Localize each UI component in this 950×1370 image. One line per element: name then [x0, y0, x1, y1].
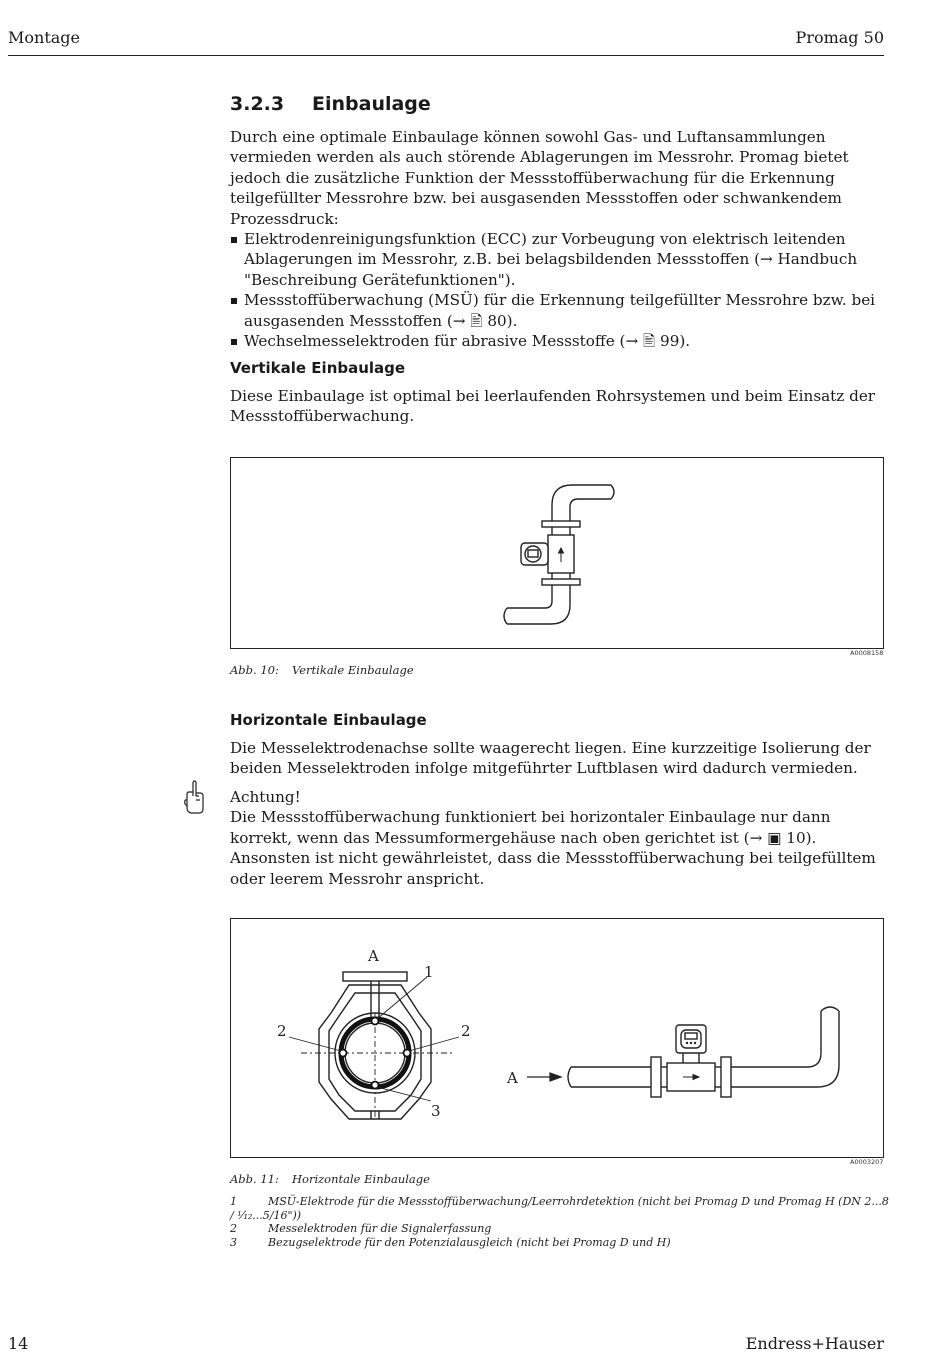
legend-text: MSÜ-Elektrode für die Messstoffüberwachung/Leerrohrdetektion (nicht bei Promag D und Promag H (DN 2...8 / ¹⁄₁₂...5/16")): [230, 1195, 889, 1222]
caption-number: Abb. 10:: [230, 663, 279, 677]
legend-number: 2: [230, 1222, 237, 1235]
figure-horizontal-installation: [230, 918, 884, 1158]
legend-item: [230, 1236, 890, 1250]
figure-caption: [230, 1172, 430, 1186]
vertical-paragraph: Diese Einbaulage ist optimal bei leerlaufenden Rohrsystemen und beim Einsatz der Messstoffüberwachung.: [230, 387, 876, 426]
vertical-pipe-drawing: [231, 458, 883, 648]
feature-list: [230, 229, 890, 351]
intro-block: [230, 127, 890, 351]
legend-number: 1: [230, 1195, 237, 1208]
figure-code: A0003207: [850, 1158, 884, 1166]
caution-text: Die Messstoffüberwachung funktioniert bei horizontaler Einbaulage nur dann korrekt, wenn das Messumformergehäuse nach oben gerichtet ist (→ ▣ 10). Ansonsten ist nicht gewährleistet, dass die Messstoffüberwachung bei teilgefülltem oder leerem Messrohr anspricht.: [230, 808, 876, 888]
caption-text: Vertikale Einbaulage: [292, 663, 414, 677]
label-electrode-1: 1: [424, 963, 434, 981]
label-a-top: A: [368, 947, 379, 965]
figure-caption: [230, 663, 414, 677]
caption-text: Horizontale Einbaulage: [292, 1172, 430, 1186]
header-product-name: Promag 50: [795, 28, 884, 47]
header-section-title: Montage: [8, 28, 80, 47]
list-item: Wechselmesselektroden für abrasive Messstoffe (→ 🖹 99).: [230, 331, 890, 351]
label-electrode-2-left: 2: [277, 1022, 287, 1040]
pointing-hand-icon: [183, 780, 207, 822]
list-item: Elektrodenreinigungsfunktion (ECC) zur Vorbeugung von elektrisch leitenden Ablagerungen im Messrohr, z.B. bei belagsbildenden Messstoffen (→ Handbuch "Beschreibung Gerätefunktionen").: [230, 229, 890, 290]
caution-title: Achtung!: [230, 788, 301, 806]
brand-name: Endress+Hauser: [745, 1334, 884, 1353]
header-divider: [8, 55, 884, 56]
legend-text: Messelektroden für die Signalerfassung: [268, 1222, 492, 1235]
vertical-heading: Vertikale Einbaulage: [230, 359, 406, 377]
section-number: 3.2.3: [230, 93, 285, 115]
legend-number: 3: [230, 1235, 237, 1249]
figure-legend: [230, 1195, 890, 1249]
intro-paragraph: Durch eine optimale Einbaulage können sowohl Gas- und Luftansammlungen vermieden werden als auch störende Ablagerungen im Messrohr. Promag bietet jedoch die zusätzliche Funktion der Messstoffüberwachung für die Erkennung teilgefüllter Messrohre bzw. bei ausgasenden Messstoffen oder schwankendem Prozessdruck:: [230, 128, 849, 228]
label-electrode-2-right: 2: [461, 1022, 471, 1040]
section-title: Einbaulage: [312, 93, 431, 115]
horizontal-heading: Horizontale Einbaulage: [230, 711, 427, 729]
figure-vertical-installation: [230, 457, 884, 649]
legend-item: [230, 1222, 890, 1236]
label-electrode-3: 3: [431, 1102, 441, 1120]
legend-item: [230, 1195, 890, 1222]
page-number: 14: [8, 1334, 29, 1353]
horizontal-pipe-drawing: [231, 919, 883, 1157]
caution-block: [230, 787, 890, 889]
horizontal-paragraph: Die Messelektrodenachse sollte waagerecht liegen. Eine kurzzeitige Isolierung der beiden Messelektroden infolge mitgeführter Luftblasen wird dadurch vermieden.: [230, 739, 871, 778]
label-a-side: A: [507, 1069, 518, 1087]
figure-code: A0008158: [850, 649, 884, 657]
legend-text: Bezugselektrode für den Potenzialausgleich (nicht bei Promag D und H): [268, 1235, 671, 1249]
caption-number: Abb. 11:: [230, 1172, 279, 1186]
list-item: Messstoffüberwachung (MSÜ) für die Erkennung teilgefüllter Messrohre bzw. bei ausgasenden Messstoffen (→ 🖹 80).: [230, 290, 890, 331]
section-heading: [230, 94, 890, 114]
